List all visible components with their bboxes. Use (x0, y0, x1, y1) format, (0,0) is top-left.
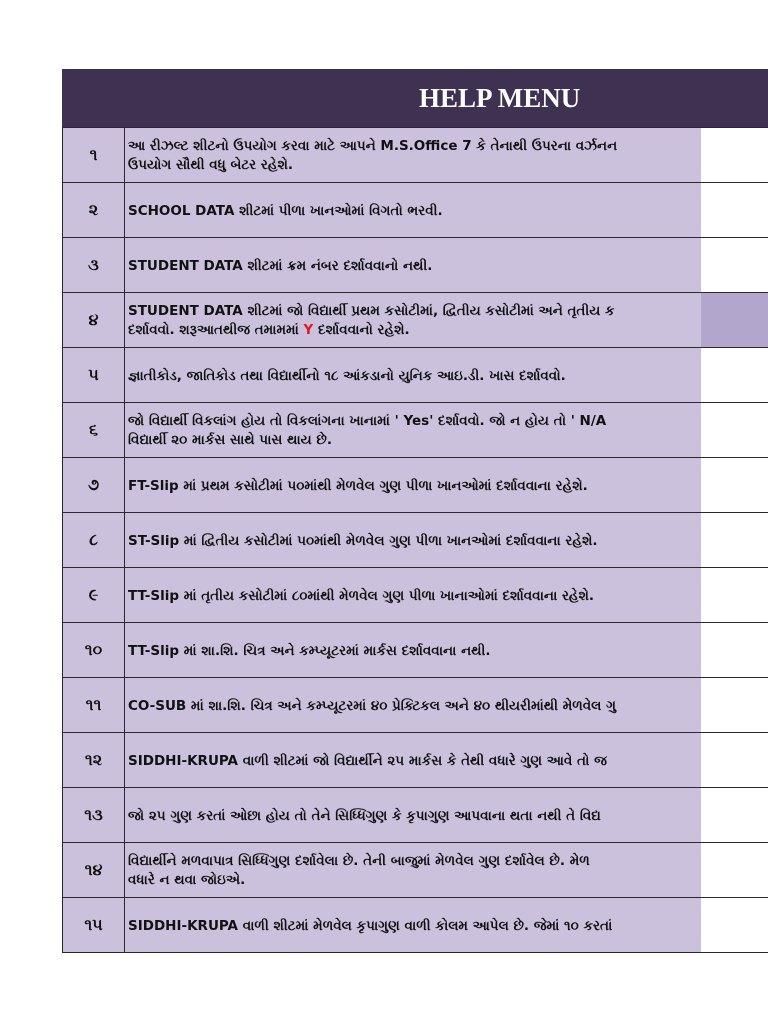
help-row-14 (62, 843, 768, 898)
row-text-line: CO-SUB માં શા.શિ. ચિત્ર અને કમ્પ્યૂટરમાં ૪૦ પ્રેક્ટિકલ અને ૪૦ થીયરીમાંથી મેળવેલ ગુ (128, 697, 616, 714)
row-text-line: વિદ્યાર્થીને મળવાપાત્ર સિધ્ધિગુણ દર્શાવેલા છે. તેની બાજુમાં મેળવેલ ગુણ દર્શાવેલ છે. મેળ (128, 853, 590, 869)
help-row-3 (62, 238, 768, 293)
row-number: ૨ (62, 183, 125, 237)
row-number: ૧૩ (62, 788, 125, 842)
row-number: ૪ (62, 293, 125, 347)
row-text (125, 898, 701, 952)
row-text (125, 458, 701, 512)
row-text-line: FT-Slip માં પ્રથમ કસોટીમાં ૫૦માંથી મેળવેલ ગુણ પીળા ખાનઓમાં દર્શાવવાના રહેશે. (128, 477, 588, 494)
row-text-part: દર્શાવવો. શરૂઆતથીજ તમામમાં (128, 322, 304, 338)
empty-cell (701, 513, 768, 567)
empty-cell (701, 568, 768, 622)
row-number: ૯ (62, 568, 125, 622)
empty-cell (701, 898, 768, 952)
row-text (125, 403, 701, 457)
help-row-11 (62, 678, 768, 733)
row-text-line (128, 321, 698, 340)
empty-cell (701, 623, 768, 677)
highlight-y: Y (303, 322, 314, 338)
row-text-line: વધારે ન થવા જોઇએ. (128, 872, 246, 888)
empty-cell (701, 238, 768, 292)
help-row-12 (62, 733, 768, 788)
row-text-line: જો ૨૫ ગુણ કરતાં ઓછા હોય તો તેને સિધ્ધિગુણ કે કૃપાગુણ આપવાના થતા નથી તે વિદ્ય (128, 807, 601, 824)
empty-cell (701, 128, 768, 182)
row-text-part: દર્શાવવાનો રહેશે. (313, 322, 410, 338)
row-text (125, 623, 701, 677)
row-text (125, 513, 701, 567)
row-number: ૩ (62, 238, 125, 292)
row-text (125, 183, 701, 237)
row-text-line: TT-Slip માં શા.શિ. ચિત્ર અને કમ્પ્યૂટરમાં માર્કસ દર્શાવવાના નથી. (128, 642, 491, 659)
empty-cell (701, 458, 768, 512)
row-text-line: SIDDHI-KRUPA વાળી શીટમાં મેળવેલ કૃપાગુણ વાળી કોલમ આપેલ છે. જેમાં ૧૦ કરતાં (128, 917, 613, 934)
row-number: ૫ (62, 348, 125, 402)
row-number: ૮ (62, 513, 125, 567)
help-row-4 (62, 293, 768, 348)
row-text-line: SCHOOL DATA શીટમાં પીળા ખાનઓમાં વિગતો ભરવી. (128, 202, 443, 219)
row-number: ૧૧ (62, 678, 125, 732)
help-row-2 (62, 183, 768, 238)
row-text-line: ઉપયોગ સૌથી વધુ બેટર રહેશે. (128, 157, 293, 173)
empty-cell (701, 403, 768, 457)
row-text-line: જો વિદ્યાર્થી વિકલાંગ હોય તો વિકલાંગના ખાનામાં ' Yes' દર્શાવવો. જો ન હોય તો ' N/A (128, 413, 607, 429)
empty-cell (701, 788, 768, 842)
page-title: HELP MENU (419, 83, 581, 113)
help-row-13 (62, 788, 768, 843)
row-text (125, 128, 701, 182)
help-row-1 (62, 128, 768, 183)
help-row-6 (62, 403, 768, 458)
row-text (125, 238, 701, 292)
row-text (125, 733, 701, 787)
row-number: ૧૨ (62, 733, 125, 787)
row-text (125, 788, 701, 842)
row-text-line: આ રીઝલ્ટ શીટનો ઉપયોગ કરવા માટે આપને M.S.Office 7 કે તેનાથી ઉપરના વર્ઝનન (128, 138, 618, 154)
row-text (125, 843, 701, 897)
row-number: ૧૫ (62, 898, 125, 952)
help-row-15 (62, 898, 768, 953)
row-number: ૧ (62, 128, 125, 182)
row-text-line: STUDENT DATA શીટમાં જો વિદ્યાર્થી પ્રથમ કસોટીમાં, દ્વિતીય કસોટીમાં અને તૃતીય ક (128, 303, 615, 319)
row-text-line: TT-Slip માં તૃતીય કસોટીમાં ૮૦માંથી મેળવેલ ગુણ પીળા ખાનાઓમાં દર્શાવવાના રહેશે. (128, 587, 595, 604)
help-row-8 (62, 513, 768, 568)
row-text (125, 348, 701, 402)
help-row-7 (62, 458, 768, 513)
row-number: ૧૪ (62, 843, 125, 897)
help-menu-header (62, 69, 768, 128)
empty-cell (701, 843, 768, 897)
row-text-line: SIDDHI-KRUPA વાળી શીટમાં જો વિદ્યાર્થીને ૨૫ માર્કસ કે તેથી વધારે ગુણ આવે તો જ (128, 752, 607, 769)
row-text (125, 678, 701, 732)
empty-cell (701, 183, 768, 237)
row-text-line: વિદ્યાર્થી ૨૦ માર્કસ સાથે પાસ થાય છે. (128, 432, 332, 448)
empty-cell (701, 678, 768, 732)
row-number: ૭ (62, 458, 125, 512)
help-row-10 (62, 623, 768, 678)
row-text (125, 568, 701, 622)
row-number: ૧૦ (62, 623, 125, 677)
empty-cell (701, 348, 768, 402)
help-row-5 (62, 348, 768, 403)
row-text-line: ST-Slip માં દ્વિતીય કસોટીમાં ૫૦માંથી મેળવેલ ગુણ પીળા ખાનઓમાં દર્શાવવાના રહેશે. (128, 532, 598, 549)
help-menu-sheet (62, 69, 768, 953)
selected-band-cell (701, 293, 768, 347)
row-text (125, 293, 701, 347)
row-text-line: જ્ઞાતીકોડ, જાતિકોડ તથા વિદ્યાર્થીનો ૧૮ આંકડાનો યુનિક આઇ.ડી. ખાસ દર્શાવવો. (128, 367, 566, 384)
row-number: ૬ (62, 403, 125, 457)
help-row-9 (62, 568, 768, 623)
empty-cell (701, 733, 768, 787)
row-text-line: STUDENT DATA શીટમાં ક્રમ નંબર દર્શાવવાનો નથી. (128, 257, 433, 274)
